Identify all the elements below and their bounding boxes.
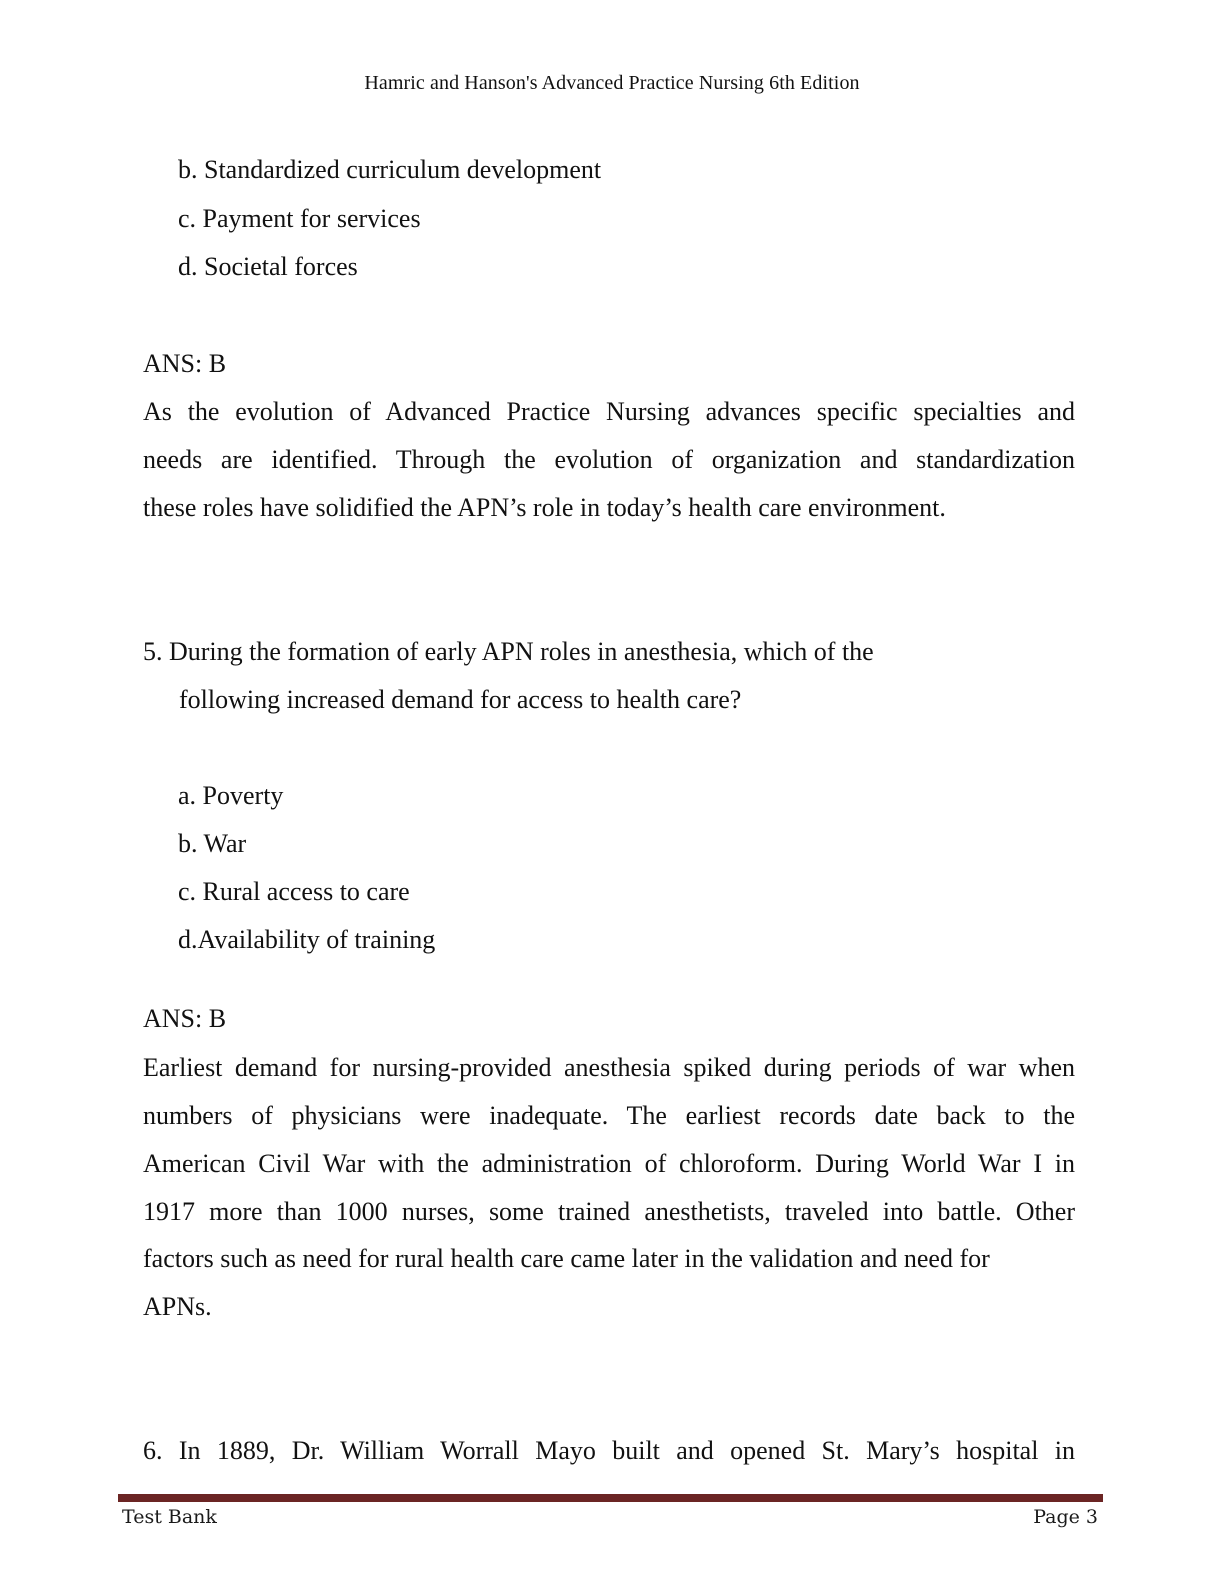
q5-rationale-line: factors such as need for rural health care came later in the validation and need for (143, 1244, 990, 1273)
q5-option-c: c. Rural access to care (178, 877, 410, 906)
q5-rationale-line: APNs. (143, 1292, 212, 1321)
q4-option-c: c. Payment for services (178, 204, 421, 233)
footer-rule (118, 1494, 1103, 1502)
running-header: Hamric and Hanson's Advanced Practice Nursing 6th Edition (364, 72, 860, 94)
q6-stem-line: 6. In 1889, Dr. William Worrall Mayo built and opened St. Mary’s hospital in (143, 1436, 1075, 1465)
q4-option-b: b. Standardized curriculum development (178, 155, 602, 184)
q5-answer-label: ANS: B (143, 1004, 227, 1033)
q4-rationale-line: needs are identified. Through the evolution of organization and standardization (143, 445, 1075, 474)
q4-answer-label: ANS: B (143, 349, 227, 378)
q5-option-b: b. War (178, 829, 247, 858)
q5-option-a: a. Poverty (178, 781, 284, 810)
footer-label: Test Bank (122, 1506, 217, 1528)
q4-rationale-line: As the evolution of Advanced Practice Nursing advances specific specialties and (143, 397, 1075, 426)
q5-stem-line: following increased demand for access to health care? (179, 685, 742, 714)
page-number: Page 3 (1033, 1506, 1098, 1528)
q5-rationale-line: 1917 more than 1000 nurses, some trained anesthetists, traveled into battle. Other (143, 1197, 1075, 1226)
q4-rationale-line: these roles have solidified the APN’s role in today’s health care environment. (143, 493, 946, 522)
q5-rationale-line: American Civil War with the administration of chloroform. During World War I in (143, 1149, 1075, 1178)
q5-option-d: d.Availability of training (178, 925, 436, 954)
q5-rationale-line: numbers of physicians were inadequate. The earliest records date back to the (143, 1101, 1075, 1130)
q5-stem-line: 5. During the formation of early APN roles in anesthesia, which of the (143, 637, 874, 666)
q4-option-d: d. Societal forces (178, 252, 358, 281)
q5-rationale-line: Earliest demand for nursing-provided anesthesia spiked during periods of war when (143, 1053, 1075, 1082)
